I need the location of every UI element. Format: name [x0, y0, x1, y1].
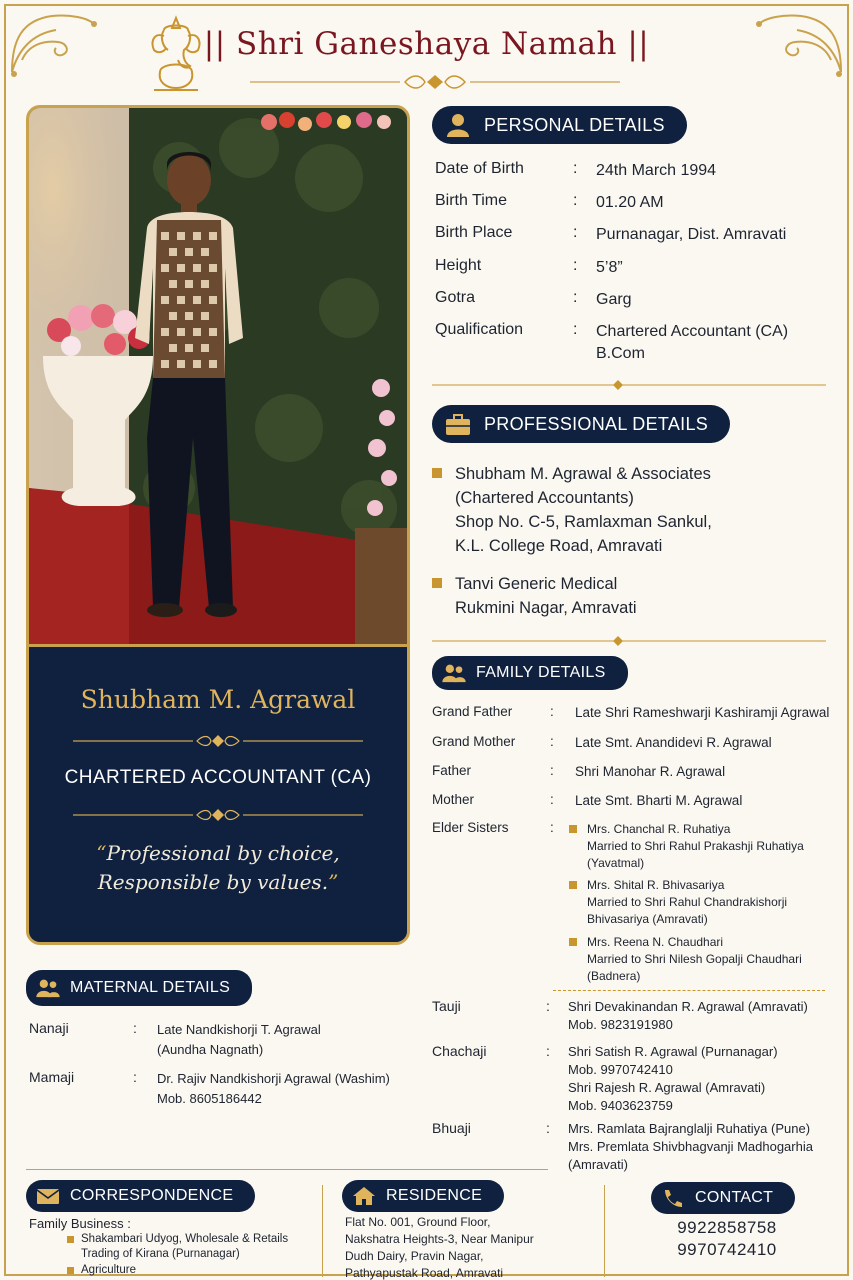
business-line: (Chartered Accountants)	[455, 489, 634, 507]
person-title: CHARTERED ACCOUNTANT (CA)	[64, 767, 372, 788]
detail-label: Date of Birth	[435, 160, 524, 177]
column-divider	[322, 1185, 323, 1277]
detail-label: Birth Place	[435, 224, 513, 241]
detail-value: Garg	[596, 291, 632, 308]
footer-divider	[26, 1169, 548, 1170]
detail-value: Mrs. Premlata Shivbhagvanji Madhogarhia	[568, 1139, 813, 1154]
qualification-line: Chartered Accountant (CA)	[596, 323, 789, 340]
detail-value: Mob. 9970742410	[568, 1062, 673, 1077]
sister-name: Mrs. Shital R. Bhivasariya	[587, 878, 725, 892]
detail-value: 5’8”	[596, 259, 623, 276]
maternal-details-heading	[26, 970, 252, 1006]
detail-value: Late Smt. Bharti M. Agrawal	[575, 793, 743, 808]
name-divider	[73, 733, 363, 749]
detail-label: Mamaji	[29, 1069, 75, 1085]
detail-value: Dr. Rajiv Nandkishorji Agrawal (Washim)	[157, 1071, 390, 1086]
person-name: Shubham M. Agrawal	[80, 685, 356, 714]
detail-label: Grand Father	[432, 704, 513, 719]
detail-value: Shri Devakinandan R. Agrawal (Amravati)	[568, 999, 808, 1014]
bullet-icon	[569, 881, 577, 889]
detail-label: Qualification	[435, 321, 524, 338]
sister-line: Married to Shri Rahul Chandrakishorji	[587, 895, 788, 909]
business-name: Tanvi Generic Medical	[455, 575, 618, 593]
address-line: Flat No. 001, Ground Floor,	[345, 1215, 491, 1229]
address-line: Nakshatra Heights-3, Near Manipur	[345, 1232, 534, 1246]
page-title: || Shri Ganeshaya Namah ||	[203, 26, 650, 62]
section-title: CORRESPONDENCE	[70, 1187, 234, 1204]
address-line: Dudh Dairy, Pravin Nagar,	[345, 1249, 484, 1263]
business-name: Shubham M. Agrawal & Associates	[455, 465, 711, 483]
business-line: Trading of Kirana (Purnanagar)	[81, 1248, 240, 1260]
section-title: MATERNAL DETAILS	[70, 979, 231, 996]
residence-address	[345, 1214, 534, 1280]
residence-heading	[342, 1180, 504, 1212]
profile-photo	[29, 108, 407, 644]
detail-value: Late Smt. Anandidevi R. Agrawal	[575, 735, 772, 750]
detail-value: Mrs. Ramlata Bajranglalji Ruhatiya (Pune)	[568, 1121, 811, 1136]
column-divider	[604, 1185, 605, 1277]
detail-label: Height	[435, 257, 482, 274]
detail-label: Birth Time	[435, 192, 508, 209]
detail-label: Mother	[432, 792, 475, 807]
sister-line: (Yavatmal)	[587, 856, 645, 870]
quote-line: Responsible by values.	[97, 870, 329, 894]
detail-value	[596, 321, 836, 365]
sister-line: (Badnera)	[587, 969, 641, 983]
detail-value: Late Nandkishorji T. Agrawal	[157, 1022, 321, 1037]
address-line: Pathyapustak Road, Amravati	[345, 1266, 504, 1280]
detail-value: Shri Satish R. Agrawal (Purnanagar)	[568, 1044, 778, 1059]
detail-value: Late Shri Rameshwarji Kashiramji Agrawal	[575, 705, 830, 720]
detail-label: Grand Mother	[432, 734, 516, 749]
detail-label: Nanaji	[29, 1020, 69, 1036]
family-details-heading	[432, 656, 628, 690]
section-title: PROFESSIONAL DETAILS	[484, 413, 709, 434]
detail-label: Bhuaji	[432, 1120, 471, 1136]
bullet-icon	[67, 1236, 74, 1243]
name-panel	[29, 644, 407, 942]
dashed-divider	[553, 990, 825, 991]
contact-heading	[651, 1182, 795, 1214]
family-icon	[36, 978, 60, 998]
detail-label: Father	[432, 763, 472, 778]
detail-value: Purnanagar, Dist. Amravati	[596, 226, 787, 243]
detail-value: Mob. 9823191980	[568, 1017, 673, 1032]
professional-details-heading	[432, 405, 730, 443]
title-divider	[73, 807, 363, 823]
profile-card	[26, 105, 410, 945]
sister-name: Mrs. Chanchal R. Ruhatiya	[587, 822, 731, 836]
sister-line: Bhivasariya (Amravati)	[587, 912, 708, 926]
correspondence-heading	[26, 1180, 255, 1212]
envelope-icon	[36, 1186, 60, 1206]
detail-label: Gotra	[435, 289, 476, 306]
business-line: K.L. College Road, Amravati	[455, 537, 663, 555]
qualification-line: B.Com	[596, 345, 645, 362]
detail-label: Chachaji	[432, 1043, 487, 1059]
sister-line: Married to Shri Rahul Prakashji Ruhatiya	[587, 839, 804, 853]
detail-label: Tauji	[432, 998, 461, 1014]
quote-line: Professional by choice,	[106, 841, 340, 865]
detail-value: Shri Manohar R. Agrawal	[575, 764, 726, 779]
section-title: CONTACT	[695, 1189, 774, 1206]
detail-value: Mob. 8605186442	[157, 1091, 262, 1106]
user-icon	[444, 113, 472, 137]
sister-line: Married to Shri Nilesh Gopalji Chaudhari	[587, 952, 802, 966]
section-title: FAMILY DETAILS	[476, 664, 606, 681]
business-label: Family Business :	[29, 1216, 131, 1231]
family-icon	[442, 663, 466, 683]
bullet-icon	[432, 578, 442, 588]
header-divider	[250, 72, 620, 92]
phone-number[interactable]: 9970742410	[677, 1240, 777, 1259]
detail-label: Elder Sisters	[432, 820, 509, 835]
section-title: RESIDENCE	[386, 1187, 483, 1204]
detail-value: 24th March 1994	[596, 162, 717, 179]
phone-number[interactable]: 9922858758	[677, 1218, 777, 1237]
bullet-icon	[432, 468, 442, 478]
sister-name: Mrs. Reena N. Chaudhari	[587, 935, 724, 949]
personal-details-heading	[432, 106, 687, 144]
detail-value: Shri Rajesh R. Agrawal (Amravati)	[568, 1080, 766, 1095]
section-title: PERSONAL DETAILS	[484, 114, 665, 135]
business-line: Shop No. C-5, Ramlaxman Sankul,	[455, 513, 712, 531]
business-line: Agriculture	[81, 1264, 136, 1276]
bullet-icon	[569, 825, 577, 833]
detail-value: (Amravati)	[568, 1157, 628, 1172]
business-line: Rukmini Nagar, Amravati	[455, 599, 637, 617]
home-icon	[352, 1186, 376, 1206]
bullet-icon	[67, 1267, 74, 1274]
business-line: Shakambari Udyog, Wholesale & Retails	[81, 1233, 289, 1245]
phone-icon	[661, 1188, 685, 1208]
section-divider	[432, 635, 826, 647]
tagline-quote: “Professional by choice, Responsible by values.”	[96, 841, 340, 894]
detail-value: 01.20 AM	[596, 194, 664, 211]
section-divider	[432, 379, 826, 391]
briefcase-icon	[444, 412, 472, 436]
detail-value: Mob. 9403623759	[568, 1098, 673, 1113]
detail-value: (Aundha Nagnath)	[157, 1042, 264, 1057]
bullet-icon	[569, 938, 577, 946]
